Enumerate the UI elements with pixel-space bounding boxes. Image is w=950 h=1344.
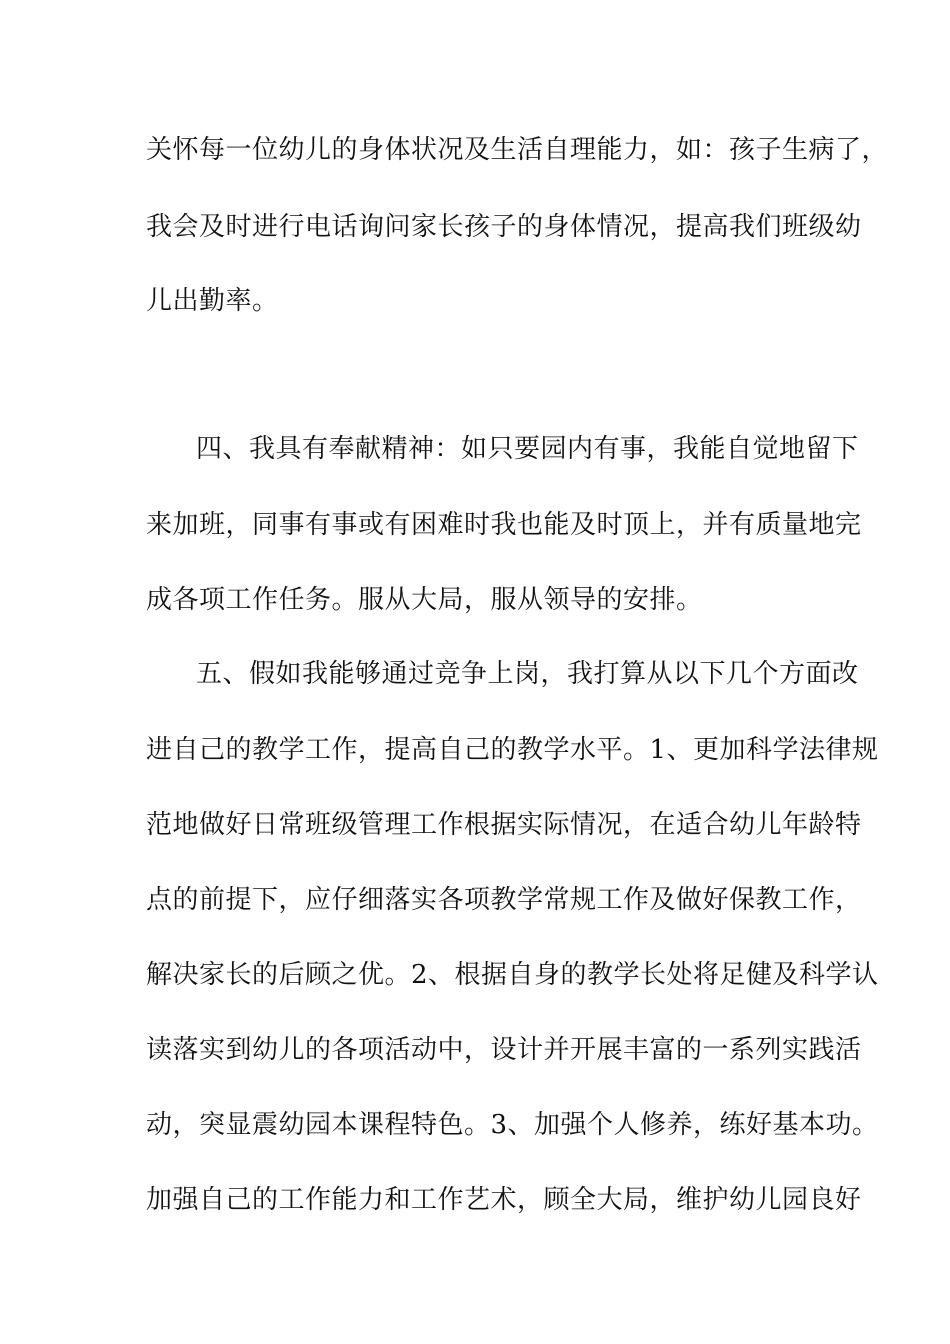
text-line: 来加班，同事有事或有困难时我也能及时顶上，并有质量地完 [146,510,862,540]
text-line: 进自己的教学工作，提高自己的教学水平。1、更加科学法律规 [146,735,879,765]
text-line: 解决家长的后顾之优。2、根据自身的教学长处将足健及科学认 [146,960,879,990]
text-line: 成各项工作任务。服从大局，服从领导的安排。 [146,585,703,615]
text-line: 儿出勤率。 [146,286,279,316]
paragraph-four-start: 四、我具有奉献精神：如只要园内有事，我能自觉地留下 [196,434,859,464]
text-line: 我会及时进行电话询问家长孩子的身体情况，提高我们班级幼 [146,212,862,242]
text-line: 点的前提下，应仔细落实各项教学常规工作及做好保教工作， [146,885,862,915]
text-line: 关怀每一位幼儿的身体状况及生活自理能力，如：孩子生病了， [146,135,889,165]
text-line: 动，突显震幼园本课程特色。3、加强个人修养，练好基本功。 [146,1110,879,1140]
text-line: 读落实到幼儿的各项活动中，设计并开展丰富的一系列实践活 [146,1035,862,1065]
text-line: 加强自己的工作能力和工作艺术，顾全大局，维护幼儿园良好 [146,1185,862,1215]
text-line: 范地做好日常班级管理工作根据实际情况，在适合幼儿年龄特 [146,810,862,840]
paragraph-five-start: 五、假如我能够通过竞争上岗，我打算从以下几个方面改 [196,659,859,689]
